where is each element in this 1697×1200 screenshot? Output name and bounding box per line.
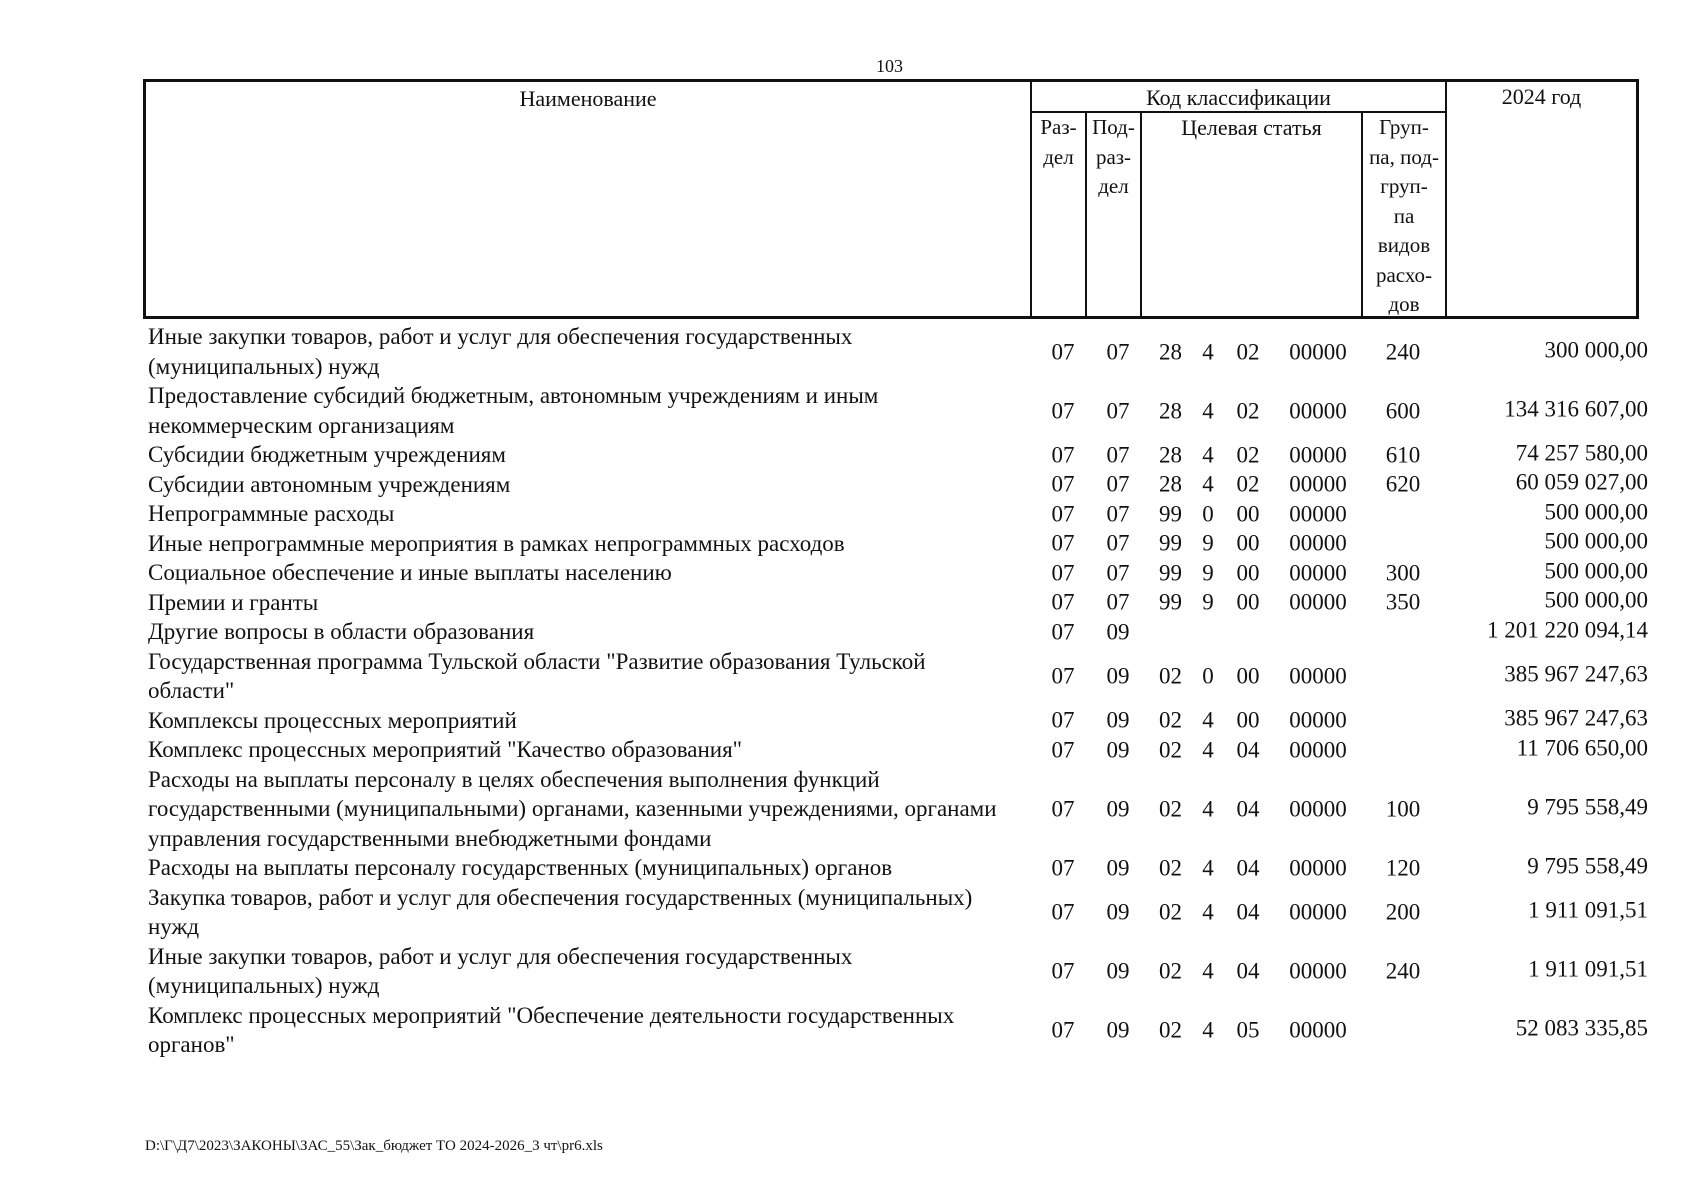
cell-group: 100	[1385, 796, 1421, 821]
cell-podrazdel: 09	[1106, 1017, 1130, 1043]
cell-target-program: 28	[1159, 471, 1182, 497]
row-name: Другие вопросы в области образования	[148, 619, 535, 644]
cell-amount: 500 000,00	[1544, 499, 1648, 525]
cell-amount: 9 795 558,49	[1527, 853, 1648, 879]
row-name: Расходы на выплаты персоналу государственных (муниципальных) органов	[148, 855, 893, 880]
cell-target-type: 9	[1202, 589, 1214, 615]
cell-target-type: 4	[1202, 796, 1214, 821]
row-name: Иные непрограммные мероприятия в рамках непрограммных расходов	[148, 530, 845, 556]
cell-target-subprogram: 00	[1236, 560, 1260, 585]
cell-podrazdel: 07	[1106, 338, 1130, 364]
cell-target-program: 99	[1159, 501, 1182, 526]
row-name: Предоставление субсидий бюджетным, автономным учреждениям и иным некоммерческим организациям	[148, 383, 879, 438]
cell-target-type: 4	[1202, 471, 1214, 497]
cell-podrazdel: 09	[1106, 855, 1130, 880]
cell-target-type: 4	[1202, 442, 1214, 467]
cell-podrazdel: 09	[1106, 899, 1130, 925]
cell-target-subprogram: 00	[1236, 663, 1260, 689]
cell-target-direction: 00000	[1289, 663, 1347, 689]
cell-razdel: 07	[1051, 442, 1075, 467]
cell-target-type: 4	[1202, 737, 1214, 762]
cell-group: 620	[1385, 471, 1421, 497]
cell-group: 120	[1385, 855, 1421, 880]
row-name: Субсидии автономным учреждениям	[148, 471, 511, 497]
row-name: Расходы на выплаты персоналу в целях обеспечения выполнения функций государственными (муниципальными) органами, казенными учреждениями, органами управления государственными внебюджетными фондами	[148, 766, 997, 851]
cell-target-type: 0	[1202, 501, 1214, 526]
cell-podrazdel: 09	[1106, 796, 1130, 821]
cell-target-subprogram: 00	[1236, 501, 1260, 526]
cell-razdel: 07	[1051, 397, 1075, 423]
cell-target-type: 4	[1202, 397, 1214, 423]
cell-group: 240	[1385, 338, 1421, 364]
cell-target-type: 0	[1202, 663, 1214, 689]
cell-razdel: 07	[1051, 471, 1075, 497]
header-name: Наименование	[519, 86, 657, 111]
cell-amount: 500 000,00	[1544, 528, 1648, 554]
table-row	[148, 853, 1648, 883]
cell-amount: 60 059 027,00	[1515, 469, 1648, 495]
cell-razdel: 07	[1051, 737, 1075, 762]
cell-podrazdel: 09	[1106, 958, 1130, 984]
table-row	[148, 942, 1648, 1001]
cell-podrazdel: 09	[1106, 737, 1130, 762]
table-row	[148, 529, 1648, 559]
cell-target-subprogram: 00	[1236, 530, 1260, 556]
cell-target-subprogram: 02	[1236, 471, 1260, 497]
cell-target-program: 02	[1159, 1017, 1182, 1043]
table-row	[148, 1001, 1648, 1060]
cell-target-direction: 00000	[1289, 442, 1347, 467]
row-name: Иные закупки товаров, работ и услуг для обеспечения государственных (муниципальных) нужд	[148, 943, 853, 998]
cell-group: 240	[1385, 958, 1421, 984]
cell-target-direction: 00000	[1289, 899, 1347, 925]
cell-target-direction: 00000	[1289, 397, 1347, 423]
cell-razdel: 07	[1051, 1017, 1075, 1043]
cell-razdel: 07	[1051, 663, 1075, 689]
cell-target-direction: 00000	[1289, 1017, 1347, 1043]
table-row	[148, 588, 1648, 618]
cell-target-subprogram: 02	[1236, 442, 1260, 467]
cell-target-subprogram: 00	[1236, 707, 1260, 733]
cell-target-program: 28	[1159, 442, 1182, 467]
table-row	[148, 381, 1648, 440]
table-row	[148, 440, 1648, 470]
cell-razdel: 07	[1051, 560, 1075, 585]
cell-amount: 1 911 091,51	[1528, 956, 1648, 982]
cell-target-direction: 00000	[1289, 737, 1347, 762]
cell-target-type: 4	[1202, 707, 1214, 733]
cell-razdel: 07	[1051, 619, 1075, 644]
row-name: Комплекс процессных мероприятий "Обеспечение деятельности государственных органов"	[148, 1002, 955, 1057]
footer-file-path: D:\Г\Д7\2023\ЗАКОНЫ\ЗАС_55\Зак_бюджет ТО 2024-2026_3 чт\pr6.xls	[145, 1138, 603, 1154]
cell-target-type: 4	[1202, 338, 1214, 364]
cell-target-direction: 00000	[1289, 471, 1347, 497]
row-name: Комплекс процессных мероприятий "Качество образования"	[148, 737, 743, 762]
cell-razdel: 07	[1051, 589, 1075, 615]
cell-razdel: 07	[1051, 855, 1075, 880]
cell-razdel: 07	[1051, 707, 1075, 733]
cell-podrazdel: 07	[1106, 530, 1130, 556]
row-name: Иные закупки товаров, работ и услуг для обеспечения государственных (муниципальных) нужд	[148, 324, 853, 379]
table-row	[148, 735, 1648, 765]
table-row	[148, 706, 1648, 736]
cell-amount: 500 000,00	[1544, 558, 1648, 584]
cell-podrazdel: 07	[1106, 442, 1130, 467]
table-row	[148, 883, 1648, 942]
row-name: Субсидии бюджетным учреждениям	[148, 442, 506, 467]
cell-target-program: 02	[1159, 737, 1182, 762]
cell-target-type: 4	[1202, 899, 1214, 925]
table-header	[143, 79, 1639, 319]
row-name: Комплексы процессных мероприятий	[148, 707, 517, 733]
cell-target-subprogram: 04	[1236, 958, 1260, 984]
cell-target-subprogram: 05	[1236, 1017, 1260, 1043]
cell-amount: 300 000,00	[1544, 336, 1648, 362]
cell-amount: 74 257 580,00	[1515, 440, 1648, 466]
table-row	[148, 322, 1648, 381]
cell-razdel: 07	[1051, 530, 1075, 556]
cell-target-type: 4	[1202, 855, 1214, 880]
cell-target-program: 99	[1159, 560, 1182, 585]
cell-target-program: 99	[1159, 530, 1182, 556]
cell-group: 610	[1385, 442, 1421, 467]
row-name: Закупка товаров, работ и услуг для обеспечения государственных (муниципальных) нужд	[148, 884, 973, 939]
cell-group: 350	[1385, 589, 1421, 615]
cell-amount: 1 911 091,51	[1528, 897, 1648, 923]
cell-razdel: 07	[1051, 899, 1075, 925]
cell-target-direction: 00000	[1289, 589, 1347, 615]
cell-amount: 500 000,00	[1544, 587, 1648, 613]
cell-target-program: 28	[1159, 397, 1182, 423]
header-target: Целевая статья	[1181, 115, 1322, 140]
cell-target-subprogram: 04	[1236, 899, 1260, 925]
cell-target-program: 02	[1159, 855, 1182, 880]
cell-target-direction: 00000	[1289, 338, 1347, 364]
table-row	[148, 558, 1648, 588]
cell-podrazdel: 07	[1106, 560, 1130, 585]
cell-podrazdel: 07	[1106, 501, 1130, 526]
cell-razdel: 07	[1051, 338, 1075, 364]
table-row	[148, 470, 1648, 500]
cell-razdel: 07	[1051, 958, 1075, 984]
cell-podrazdel: 09	[1106, 663, 1130, 689]
header-year: 2024 год	[1501, 84, 1582, 109]
cell-amount: 1 201 220 094,14	[1487, 617, 1648, 643]
cell-target-program: 02	[1159, 707, 1182, 733]
header-group: Груп- па, под- груп- па видов расхо- дов	[1369, 115, 1439, 316]
page-number: 103	[876, 56, 903, 76]
cell-amount: 9 795 558,49	[1527, 794, 1648, 820]
cell-group: 600	[1385, 397, 1421, 423]
row-name: Социальное обеспечение и иные выплаты населению	[148, 560, 672, 585]
cell-target-subprogram: 04	[1236, 855, 1260, 880]
cell-razdel: 07	[1051, 796, 1075, 821]
cell-amount: 385 967 247,63	[1504, 705, 1648, 731]
cell-target-direction: 00000	[1289, 707, 1347, 733]
cell-target-program: 02	[1159, 899, 1182, 925]
cell-podrazdel: 07	[1106, 471, 1130, 497]
cell-target-subprogram: 02	[1236, 338, 1260, 364]
cell-target-subprogram: 02	[1236, 397, 1260, 423]
cell-target-program: 99	[1159, 589, 1182, 615]
cell-target-type: 9	[1202, 530, 1214, 556]
cell-target-direction: 00000	[1289, 958, 1347, 984]
header-podrazdel: Под- раз- дел	[1092, 115, 1135, 198]
cell-razdel: 07	[1051, 501, 1075, 526]
divider	[1445, 82, 1447, 316]
cell-target-direction: 00000	[1289, 855, 1347, 880]
cell-podrazdel: 09	[1106, 707, 1130, 733]
cell-target-direction: 00000	[1289, 501, 1347, 526]
cell-target-type: 9	[1202, 560, 1214, 585]
table-row	[148, 647, 1648, 706]
cell-amount: 52 083 335,85	[1515, 1015, 1648, 1041]
table-row	[148, 617, 1648, 647]
cell-target-program: 02	[1159, 796, 1182, 821]
row-name: Непрограммные расходы	[148, 501, 395, 526]
cell-podrazdel: 07	[1106, 589, 1130, 615]
cell-amount: 11 706 650,00	[1516, 735, 1648, 761]
cell-target-type: 4	[1202, 958, 1214, 984]
row-name: Премии и гранты	[148, 589, 319, 615]
cell-target-program: 02	[1159, 958, 1182, 984]
table-row	[148, 765, 1648, 854]
header-code-group: Код классификации	[1146, 85, 1331, 110]
row-name: Государственная программа Тульской области "Развитие образования Тульской области"	[148, 648, 926, 703]
cell-target-type: 4	[1202, 1017, 1214, 1043]
cell-target-subprogram: 04	[1236, 796, 1260, 821]
cell-target-direction: 00000	[1289, 530, 1347, 556]
cell-podrazdel: 09	[1106, 619, 1130, 644]
cell-target-program: 02	[1159, 663, 1182, 689]
table-row	[148, 499, 1648, 529]
cell-target-direction: 00000	[1289, 796, 1347, 821]
cell-amount: 385 967 247,63	[1504, 661, 1648, 687]
cell-target-subprogram: 00	[1236, 589, 1260, 615]
cell-target-program: 28	[1159, 338, 1182, 364]
cell-target-direction: 00000	[1289, 560, 1347, 585]
cell-podrazdel: 07	[1106, 397, 1130, 423]
cell-group: 300	[1385, 560, 1421, 585]
cell-group: 200	[1385, 899, 1421, 925]
table-body	[148, 322, 1648, 1060]
cell-amount: 134 316 607,00	[1504, 395, 1648, 421]
header-razdel: Раз- дел	[1040, 115, 1077, 169]
cell-target-subprogram: 04	[1236, 737, 1260, 762]
